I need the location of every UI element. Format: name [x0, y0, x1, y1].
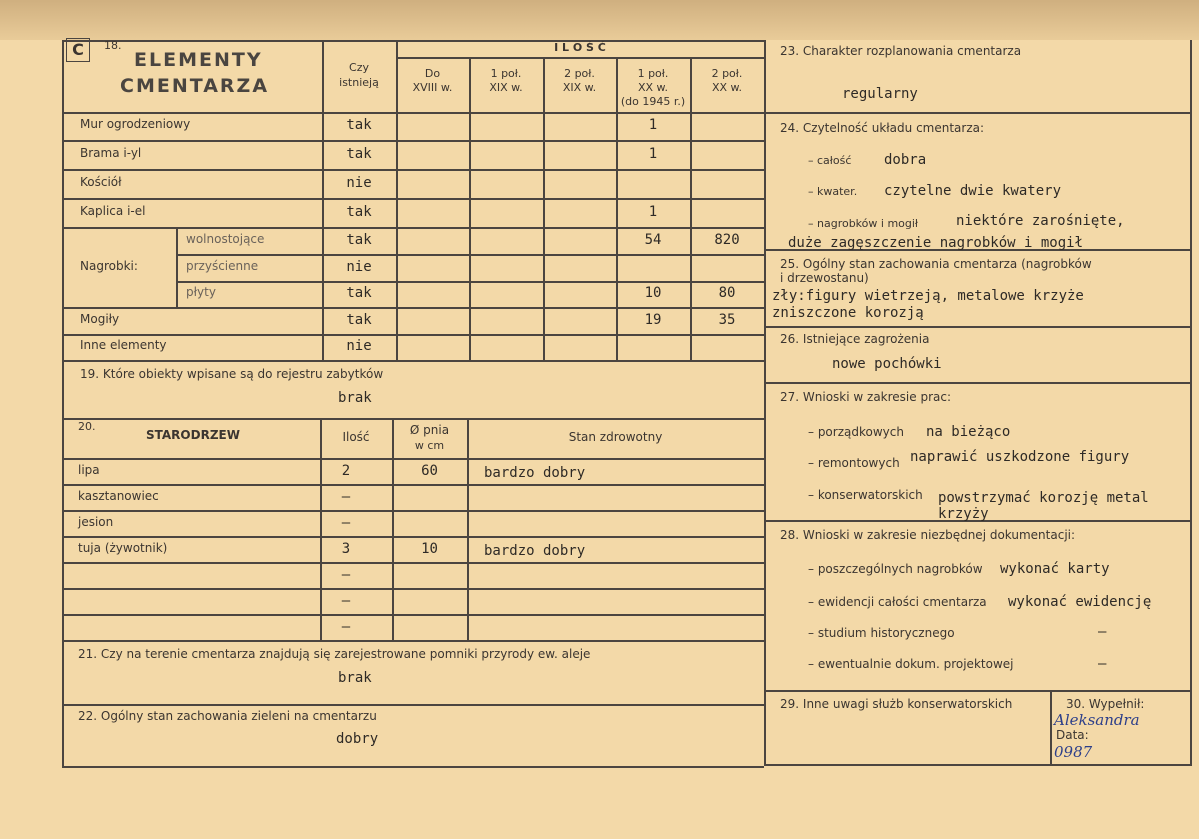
- element-count-cell: 19: [644, 311, 662, 328]
- element-label: wolnostojące: [186, 231, 265, 246]
- signature: Aleksandra: [1054, 711, 1140, 729]
- section-28-label: 28. Wnioski w zakresie niezbędnej dokumentacji:: [780, 528, 1076, 542]
- section-20-title: STARODRZEW: [146, 428, 240, 442]
- legibility-quarters-value: czytelne dwie kwatery: [884, 183, 1062, 199]
- rule: [62, 640, 764, 642]
- section-25-label-2: i drzewostanu): [780, 271, 869, 285]
- rule: [1190, 40, 1192, 766]
- nagrobki-label: Nagrobki:: [80, 259, 138, 273]
- legibility-quarters-label: – kwater.: [808, 185, 858, 198]
- element-count-cell: 35: [718, 311, 736, 328]
- period-header-line2: XIX w.: [489, 81, 523, 94]
- rule: [62, 484, 764, 486]
- section-27-label: 27. Wnioski w zakresie prac:: [780, 390, 952, 404]
- period-header-line2: XX w.: [637, 81, 669, 94]
- element-exists-value: nie: [346, 338, 372, 354]
- period-header-line3: (do 1945 r.): [620, 95, 686, 108]
- docs-registry-label: – ewidencji całości cmentarza: [808, 595, 987, 609]
- rule: [62, 418, 764, 420]
- docs-project-value: –: [1098, 656, 1107, 672]
- tree-diameter: 10: [421, 541, 438, 557]
- tree-qty: –: [341, 567, 351, 583]
- rule: [764, 326, 1191, 328]
- works-repair-label: – remontowych: [808, 456, 900, 470]
- element-label: Mur ogrodzeniowy: [80, 117, 191, 131]
- rule: [62, 588, 764, 590]
- element-label: Mogiły: [80, 311, 120, 326]
- works-conservation-label: – konserwatorskich: [808, 488, 923, 502]
- tree-qty: –: [341, 489, 351, 505]
- rule: [543, 57, 545, 360]
- rule: [62, 360, 764, 362]
- section-18-number: 18.: [104, 39, 122, 52]
- tree-health: bardzo dobry: [484, 465, 586, 481]
- works-conservation-value-2: krzyży: [938, 506, 989, 522]
- legibility-graves-label: – nagrobków i mogił: [808, 217, 919, 230]
- rule: [764, 382, 1191, 384]
- tree-name: lipa: [78, 463, 100, 477]
- tree-diam-header-1: Ø pnia: [409, 423, 450, 437]
- quantity-header: I L O Ś Ć: [554, 41, 606, 54]
- period-header-line1: 2 poł.: [711, 67, 743, 80]
- section-letter-box: C: [66, 38, 90, 62]
- legibility-graves-value-2: duże zagęszczenie nagrobków i mogił: [788, 235, 1084, 251]
- element-exists-value: tak: [346, 285, 372, 301]
- period-header-line1: 1 poł.: [490, 67, 522, 80]
- element-label: przyścienne: [186, 258, 259, 273]
- rule: [62, 307, 764, 309]
- element-label: Inne elementy: [80, 338, 167, 352]
- section-26-label: 26. Istniejące zagrożenia: [780, 332, 930, 346]
- rule: [62, 458, 764, 460]
- element-exists-value: tak: [346, 203, 372, 220]
- rule: [62, 40, 64, 766]
- period-header-line2: XX w.: [711, 81, 743, 94]
- date-value: 0987: [1054, 743, 1093, 761]
- element-count-cell: 80: [718, 285, 736, 301]
- element-count-cell: 820: [714, 231, 740, 248]
- element-count-cell: 1: [648, 203, 658, 220]
- docs-history-label: – studium historycznego: [808, 626, 955, 640]
- section-19-label: 19. Które obiekty wpisane są do rejestru zabytków: [80, 367, 384, 381]
- rule: [764, 40, 766, 766]
- docs-graves-value: wykonać karty: [1000, 561, 1110, 577]
- docs-history-value: –: [1098, 624, 1107, 640]
- docs-project-label: – ewentualnie dokum. projektowej: [808, 657, 1014, 671]
- exists-header-2: istnieją: [339, 76, 379, 89]
- section-22-value: dobry: [336, 731, 379, 747]
- scan-top-strip: [0, 0, 1199, 40]
- section-24-label: 24. Czytelność układu cmentarza:: [780, 121, 985, 135]
- rule: [62, 766, 764, 768]
- works-cleaning-label: – porządkowych: [808, 425, 904, 439]
- section-23-label: 23. Charakter rozplanowania cmentarza: [780, 44, 1022, 58]
- section-25-value-2: zniszczone korozją: [772, 305, 924, 321]
- tree-diameter: 60: [421, 463, 438, 479]
- section-19-value: brak: [338, 390, 372, 406]
- rule: [62, 614, 764, 616]
- legibility-whole-value: dobra: [884, 152, 927, 168]
- section-21-label: 21. Czy na terenie cmentarza znajdują się zarejestrowane pomniki przyrody ew. aleje: [78, 647, 591, 661]
- tree-name: kasztanowiec: [78, 489, 159, 503]
- rule: [62, 227, 764, 229]
- element-exists-value: tak: [346, 145, 372, 162]
- tree-name: jesion: [78, 515, 114, 529]
- rule: [764, 690, 1191, 692]
- date-label: Data:: [1056, 728, 1089, 742]
- period-header-line1: 1 poł.: [637, 67, 669, 80]
- element-count-cell: 54: [644, 231, 662, 248]
- section-25-value-1: zły:figury wietrzeją, metalowe krzyże: [772, 288, 1084, 304]
- tree-health: bardzo dobry: [484, 543, 586, 559]
- element-exists-value: tak: [346, 117, 372, 133]
- rule: [62, 334, 764, 336]
- rule: [62, 562, 764, 564]
- legibility-whole-label: – całość: [808, 154, 852, 167]
- section-18-title-2: CMENTARZA: [120, 75, 270, 97]
- element-exists-value: nie: [346, 258, 372, 275]
- element-count-cell: 1: [648, 145, 658, 162]
- docs-registry-value: wykonać ewidencję: [1008, 594, 1152, 610]
- section-26-value: nowe pochówki: [832, 356, 942, 372]
- rule: [62, 536, 764, 538]
- exists-header-1: Czy: [349, 61, 369, 74]
- period-header-line2: XVIII w.: [412, 81, 453, 94]
- period-header-line1: Do: [424, 67, 441, 80]
- element-label: Kaplica i-el: [80, 203, 146, 218]
- tree-qty: –: [341, 619, 351, 635]
- rule: [467, 418, 469, 640]
- rule: [469, 57, 471, 360]
- element-count-cell: 10: [644, 285, 662, 301]
- tree-diam-header-2: w cm: [414, 439, 445, 452]
- element-label: Brama i-yl: [80, 145, 142, 160]
- tree-qty-header: Ilość: [342, 430, 370, 444]
- tree-qty: 3: [341, 541, 351, 557]
- section-23-value: regularny: [842, 86, 918, 102]
- section-25-label-1: 25. Ogólny stan zachowania cmentarza (nagrobków: [780, 257, 1092, 271]
- section-21-value: brak: [338, 670, 372, 686]
- rule: [62, 510, 764, 512]
- tree-name: tuja (żywotnik): [78, 541, 168, 555]
- section-22-label: 22. Ogólny stan zachowania zieleni na cmentarzu: [78, 709, 377, 723]
- rule: [396, 57, 764, 59]
- rule: [62, 704, 764, 706]
- docs-graves-label: – poszczególnych nagrobków: [808, 562, 983, 576]
- element-label: Kościół: [80, 174, 122, 189]
- element-exists-value: tak: [346, 311, 372, 328]
- element-label: płyty: [186, 285, 216, 299]
- rule: [1050, 690, 1052, 766]
- rule: [62, 169, 764, 171]
- element-exists-value: nie: [346, 174, 372, 191]
- legibility-graves-value-1: niektóre zarośnięte,: [956, 213, 1125, 229]
- element-count-cell: 1: [648, 117, 658, 133]
- section-30-label: 30. Wypełnił:: [1066, 697, 1145, 711]
- rule: [764, 112, 1191, 114]
- period-header-line1: 2 poł.: [564, 67, 595, 80]
- tree-qty: –: [341, 593, 351, 609]
- period-header-line2: XIX w.: [562, 81, 597, 94]
- rule: [62, 112, 764, 114]
- works-repair-value: naprawić uszkodzone figury: [910, 449, 1130, 465]
- works-cleaning-value: na bieżąco: [926, 424, 1011, 440]
- rule: [764, 764, 1191, 766]
- rule: [62, 140, 764, 142]
- rule: [176, 227, 178, 307]
- tree-qty: –: [341, 515, 351, 531]
- works-conservation-value-1: powstrzymać korozję metal: [938, 490, 1149, 506]
- element-exists-value: tak: [346, 231, 372, 248]
- section-18-title-1: ELEMENTY: [134, 49, 263, 71]
- section-20-number: 20.: [78, 420, 96, 433]
- rule: [62, 198, 764, 200]
- tree-qty: 2: [341, 463, 351, 479]
- tree-health-header: Stan zdrowotny: [568, 430, 663, 444]
- section-29-label: 29. Inne uwagi służb konserwatorskich: [780, 697, 1013, 711]
